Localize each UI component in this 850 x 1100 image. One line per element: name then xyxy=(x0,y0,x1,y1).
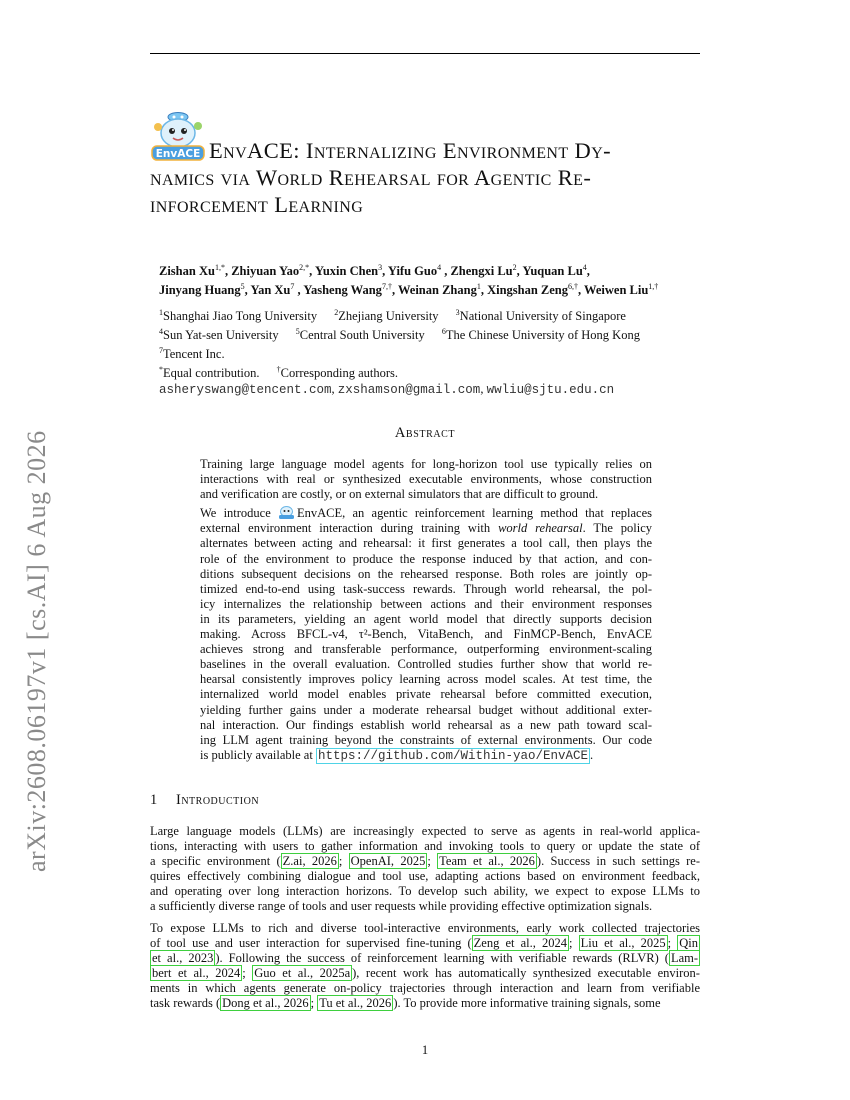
affiliation: Central South University xyxy=(299,328,425,342)
abstract-heading: Abstract xyxy=(394,425,456,441)
header-rule xyxy=(150,53,700,54)
citation-link[interactable]: Qin xyxy=(679,935,698,950)
body-line: of tool use and user interaction for supervised fine-tuning ( Zeng et al., 2024 ; Liu et al., 2025 ; Qin xyxy=(150,935,698,950)
abstract-line: role of the environment to produce the response induced by that action, and con- xyxy=(200,551,652,566)
abstract-line: and verification are costly, or on external simulators that are difficult to ground. xyxy=(200,487,599,502)
affiliation-line xyxy=(159,324,739,343)
abstract-text: . The policy xyxy=(582,521,653,536)
author-sup: 6,† xyxy=(568,282,579,291)
author-sup: 3 xyxy=(378,263,383,272)
affiliation: National University of Singapore xyxy=(459,309,626,323)
body-line: ments in which agents generate on-policy trajectories through interaction and learn from verifiable xyxy=(150,980,700,995)
affiliation: Zhejiang University xyxy=(338,309,439,323)
author-name: Yuxin Chen xyxy=(314,264,379,278)
abstract-line: hearsal consistently improves policy learning across model scales. At test time, the xyxy=(200,672,652,687)
author-sup: 2,* xyxy=(299,263,310,272)
email-link[interactable]: asheryswang@tencent.com xyxy=(159,383,332,397)
email-link[interactable]: zxshamson@gmail.com xyxy=(337,383,481,397)
author-name: Yasheng Wang xyxy=(303,283,382,297)
paper-title xyxy=(150,137,710,218)
email-line: asheryswang@tencent.com, zxshamson@gmail.com, wwliu@sjtu.edu.cn xyxy=(159,382,615,397)
section-heading xyxy=(150,792,259,809)
body-line: Large language models (LLMs) are increasingly expected to serve as agents in real-world applica- xyxy=(150,824,700,838)
envace-mini-logo xyxy=(278,506,295,519)
affil-sup: 1 xyxy=(159,308,163,317)
emphasis-world-rehearsal: world rehearsal xyxy=(498,521,583,536)
affil-sup: 5 xyxy=(295,327,300,336)
title-line: inforcement Learning xyxy=(150,192,364,217)
title-line: EnvACE: Internalizing Environment Dy- xyxy=(209,138,612,163)
abstract-text: We introduce xyxy=(200,506,279,521)
author-sup: 2 xyxy=(512,263,517,272)
affil-sup: 7 xyxy=(159,346,163,355)
affil-sup: 3 xyxy=(455,308,460,317)
citation-link[interactable]: bert et al., 2024 xyxy=(152,965,241,980)
citation-link[interactable]: et al., 2023 xyxy=(152,950,214,965)
abstract-line: ing LLM agent training beyond the constraints of external environments. Our code xyxy=(200,732,652,747)
author-name: Yuquan Lu xyxy=(522,264,583,278)
abstract-line: achieves strong and transferable performance, outperforming environment-scaling xyxy=(200,642,652,657)
author-name: Yifu Guo xyxy=(387,264,438,278)
affiliation: The Chinese University of Hong Kong xyxy=(445,328,640,342)
contribution-notes xyxy=(159,362,739,381)
abstract-body xyxy=(200,457,652,764)
citation-link[interactable]: Guo et al., 2025a xyxy=(254,965,351,980)
affiliation-line xyxy=(159,305,739,324)
section-number: 1 xyxy=(150,792,158,808)
body-line: tions, interacting with users to gather information and invoking tools to query or update the state of xyxy=(150,839,700,854)
abstract-line: timized end-to-end using task-success rewards. Through world rehearsal, the pol- xyxy=(200,581,652,596)
abstract-line: yielding further gains under a moderate rehearsal budget without additional exter- xyxy=(200,702,652,717)
note-sup: † xyxy=(276,365,281,374)
note-sup: * xyxy=(159,365,163,374)
citation-link[interactable]: Lam- xyxy=(670,950,699,965)
affil-sup: 2 xyxy=(334,308,339,317)
affil-sup: 6 xyxy=(441,327,446,336)
affiliation: Tencent Inc. xyxy=(163,347,225,361)
equal-contribution-note: Equal contribution. xyxy=(163,366,260,380)
abstract-line: interactions with real or synthesized executable environments, whose construction xyxy=(200,472,652,487)
author-sup: 1,* xyxy=(214,263,225,272)
citation-link[interactable]: Team et al., 2026 xyxy=(439,854,535,869)
abstract-line: internalized world model enables private rehearsal before committed execution, xyxy=(200,687,652,702)
body-line: a sufficiently diverse range of tools and user requests while providing effective optimization signals. xyxy=(150,899,653,914)
abstract-line: alternates between acting and rehearsal: it first generates a tool call, then plays the xyxy=(200,536,652,551)
author-name: Zhiyuan Yao xyxy=(231,264,300,278)
abstract-text: . xyxy=(589,747,594,762)
email-link[interactable]: wwliu@sjtu.edu.cn xyxy=(486,383,615,397)
abstract-line: nal interaction. Our findings establish world rehearsal as a new path toward scal- xyxy=(200,717,652,732)
body-line: et al., 2023 ). Following the success of reinforcement learning with verifiable rewards (RLVR) ( Lam- xyxy=(152,950,699,965)
body-line: bert et al., 2024 ; Guo et al., 2025a ), recent work has automatically synthesized executable environ- xyxy=(152,965,700,980)
author-sup: 1 xyxy=(476,282,481,291)
body-line: To expose LLMs to rich and diverse tool-interactive environments, early work collected trajectories xyxy=(150,920,700,935)
author-name: Xingshan Zeng xyxy=(487,283,569,297)
citation-link[interactable]: Dong et al., 2026 xyxy=(222,996,309,1011)
abstract-text: is publicly available at xyxy=(200,747,316,762)
page-number: 1 xyxy=(421,1043,429,1057)
body-line: task rewards ( Dong et al., 2026 ; Tu et al., 2026 ). To provide more informative training signals, some xyxy=(150,996,661,1011)
abstract-line xyxy=(200,506,652,521)
affiliations xyxy=(159,305,739,398)
author-name: Weinan Zhang xyxy=(397,283,477,297)
abstract-line: baselines in the overall evaluation. Controlled studies further show that world re- xyxy=(200,657,652,672)
author-name: Zishan Xu xyxy=(159,264,215,278)
abstract-line: icy internalizes the relationship between actions and their environment responses xyxy=(200,596,652,611)
author-sup: 7,† xyxy=(381,282,392,291)
author-sup: 4 xyxy=(437,263,442,272)
author-sup: 5 xyxy=(240,282,245,291)
code-url-link[interactable]: https://github.com/Within-yao/EnvACE xyxy=(317,748,588,763)
author-name: Zhengxi Lu xyxy=(450,264,513,278)
citation-link[interactable]: Zeng et al., 2024 xyxy=(473,935,568,950)
body-line: and operating over long interaction horizons. To develop such ability, we expect to expose LLMs to xyxy=(150,884,700,899)
citation-link[interactable]: Z.ai, 2026 xyxy=(282,854,337,869)
author-name: Jinyang Huang xyxy=(159,283,241,297)
citation-link[interactable]: Liu et al., 2025 xyxy=(580,935,666,950)
corresponding-authors-note: Corresponding authors. xyxy=(280,366,398,380)
author-name: Yan Xu xyxy=(250,283,291,297)
affiliation-line xyxy=(159,343,739,362)
abstract-text: EnvACE, an agentic reinforcement learning method that replaces xyxy=(297,506,652,521)
abstract-line: in its parameters, yielding an agent world model that directly supports decision xyxy=(200,611,652,626)
author-sup: 1,† xyxy=(648,282,659,291)
affiliation: Sun Yat-sen University xyxy=(163,328,279,342)
introduction-body xyxy=(150,824,700,1011)
author-line: Zishan $Xu^{1,*}$, Zhiyuan Yao$^{2,*}$, Yuxin Chen$^3$, Yifu Guo$^4$ , Zhengxi Lu$^2$, Yuquan Lu$^4$, xyxy=(159,263,590,278)
author-list xyxy=(159,260,739,298)
abstract-line: making. Across BFCL-v4, τ²-Bench, VitaBench, and FinMCP-Bench, EnvACE xyxy=(200,627,652,642)
author-line: Jinyang Huang$^5$, Yan Xu$^7$ , Yasheng Wang$^{7,\dagger}$, Weinan Zhang$^1$, Xingshan Zeng$^{6,\dagger}$, Weiwen Liu$^{1,\dagger}$ xyxy=(159,282,659,297)
body-line: a specific environment ( Z.ai, 2026 ; OpenAI, 2025 ; Team et al., 2026 ). Success in such settings re- xyxy=(150,854,700,869)
abstract-text: external environment interaction during training with xyxy=(200,521,499,536)
body-line: quires effectively combining dialogue and tool use, adapting actions based on environment feedback, xyxy=(150,869,700,884)
section-title: Introduction xyxy=(176,792,260,808)
author-sup: 4 xyxy=(582,263,587,272)
title-line: namics via World Rehearsal for Agentic Re- xyxy=(150,165,592,190)
affil-sup: 4 xyxy=(159,327,163,336)
abstract-line xyxy=(200,521,652,536)
abstract-line: Training large language model agents for long-horizon tool use typically relies on xyxy=(200,457,652,471)
citation-link[interactable]: OpenAI, 2025 xyxy=(350,854,426,869)
citation-link[interactable]: Tu et al., 2026 xyxy=(319,996,392,1011)
logo-wordmark: EnvACE xyxy=(155,148,201,160)
affiliation: Shanghai Jiao Tong University xyxy=(163,309,318,323)
abstract-line: ditions subsequent decisions on the rehearsed response. Both roles are jointly op- xyxy=(200,566,652,581)
arxiv-identifier: arXiv:2608.06197v1 [cs.AI] 6 Aug 2026 xyxy=(22,430,51,872)
author-sup: 7 xyxy=(290,282,295,291)
abstract-line xyxy=(200,748,652,764)
author-name: Weiwen Liu xyxy=(584,283,649,297)
